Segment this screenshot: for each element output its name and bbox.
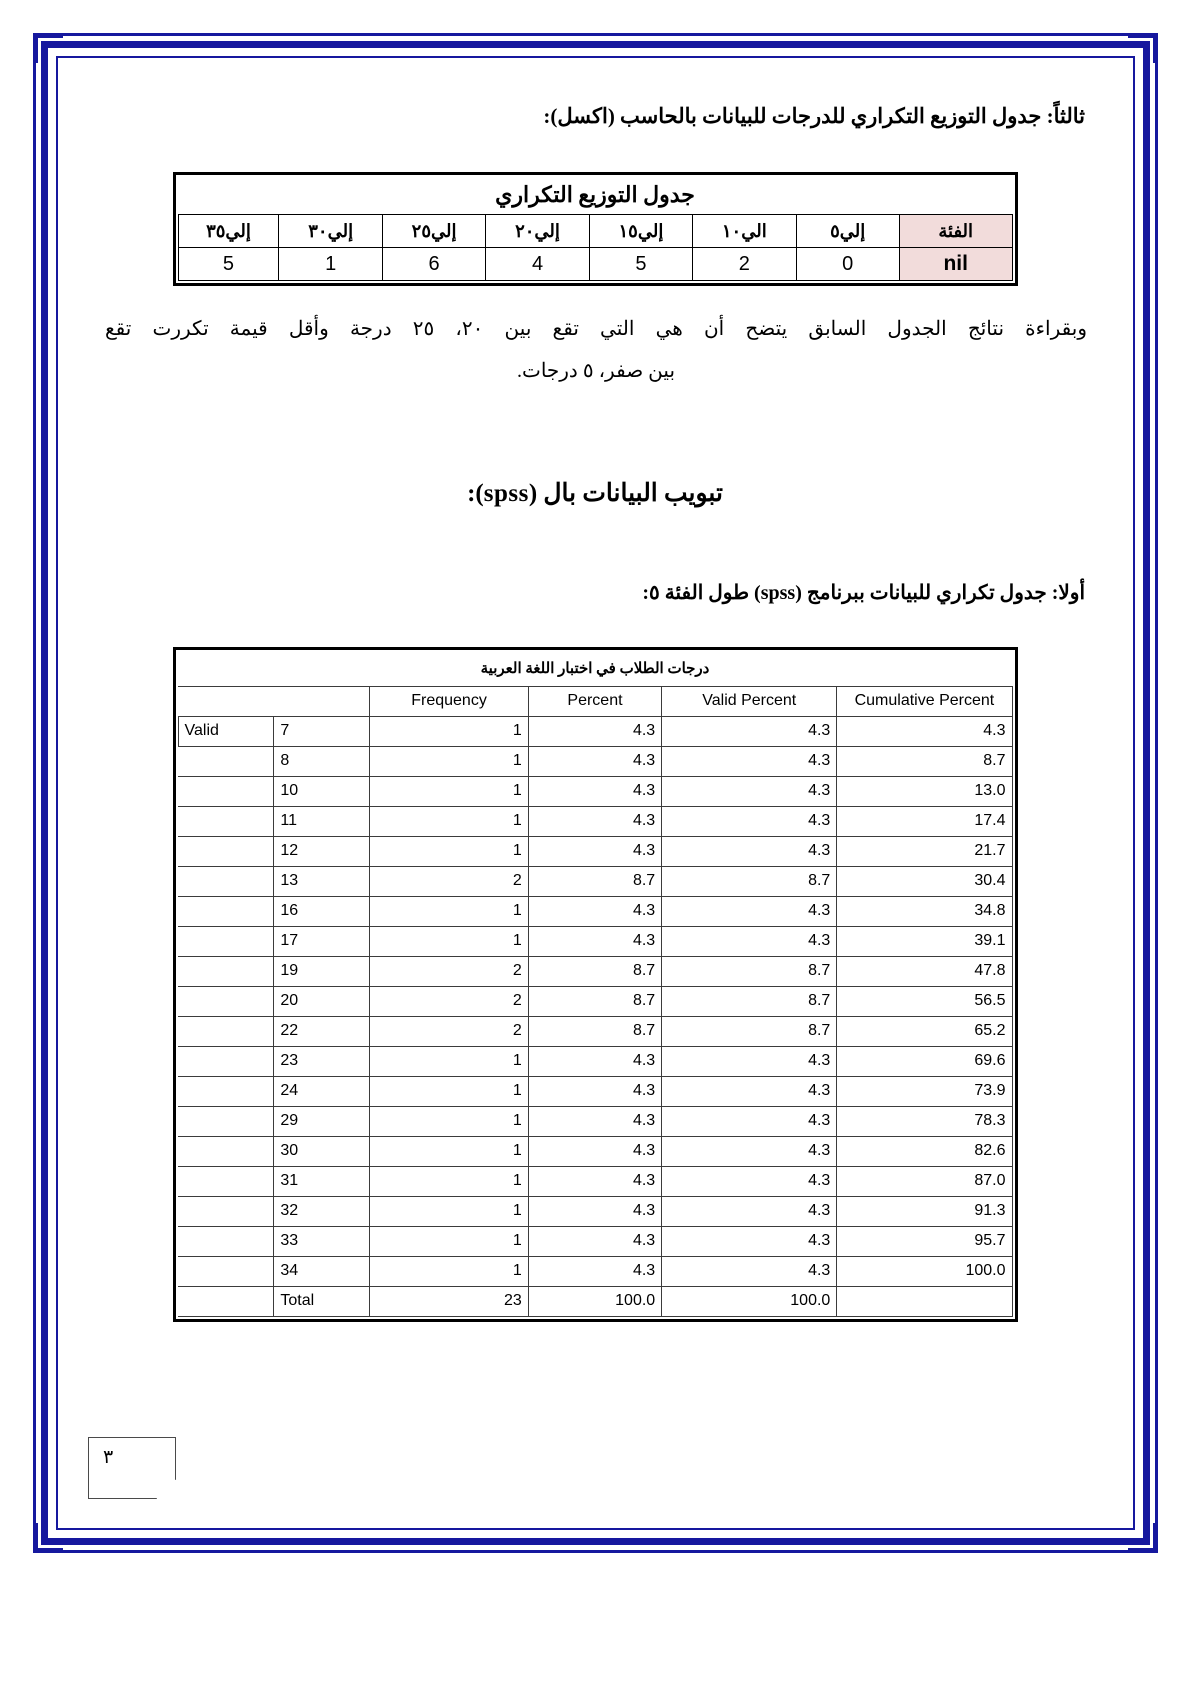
- excel-frequency-7: 5: [178, 248, 279, 281]
- spss-cell-score: 32: [274, 1196, 370, 1226]
- spss-cell-frequency: 1: [370, 1166, 528, 1196]
- border-corner-top-left: [33, 33, 63, 63]
- spss-cell-score: 33: [274, 1226, 370, 1256]
- spss-cell-percent: 4.3: [528, 806, 661, 836]
- spss-cell-valid-percent: 4.3: [662, 776, 837, 806]
- table-row: [178, 896, 1012, 926]
- spss-cell-cumulative-percent: 21.7: [837, 836, 1012, 866]
- spss-cell-frequency: 1: [370, 1046, 528, 1076]
- spss-cell-score: 34: [274, 1256, 370, 1286]
- spss-cell-valid-percent: 4.3: [662, 926, 837, 956]
- table-row: [178, 1076, 1012, 1106]
- spss-cell-cumulative-percent: 30.4: [837, 866, 1012, 896]
- spss-cell-percent: 4.3: [528, 896, 661, 926]
- spss-group-spacer: [178, 866, 274, 896]
- spss-cell-score: 11: [274, 806, 370, 836]
- spss-frequency-table: [178, 652, 1013, 1317]
- table-row: [178, 926, 1012, 956]
- spss-group-spacer: [178, 926, 274, 956]
- spss-cell-percent: 4.3: [528, 1106, 661, 1136]
- table-row: [178, 1226, 1012, 1256]
- spss-cell-score: 10: [274, 776, 370, 806]
- spss-group-label-valid: Valid: [178, 716, 274, 746]
- excel-value-nil: nil: [899, 248, 1012, 281]
- spss-cell-score: 23: [274, 1046, 370, 1076]
- excel-table-header-row: [178, 215, 1012, 248]
- page-number-tab: [88, 1437, 176, 1499]
- paragraph-line-1: وبقراءة نتائج الجدول السابق يتضح أن هي التي تقع بين ٢٠، ٢٥ درجة وأقل قيمة تكررت تقع: [105, 318, 1087, 341]
- spss-group-spacer: [178, 1136, 274, 1166]
- excel-header-bin-4: إلي٢٠: [486, 215, 589, 248]
- excel-section-heading: ثالثاً: جدول التوزيع التكراري للدرجات للبيانات بالحاسب (اكسل):: [543, 104, 1085, 128]
- spss-cell-cumulative-percent: 65.2: [837, 1016, 1012, 1046]
- excel-table-value-row: [178, 248, 1012, 281]
- table-row: [178, 836, 1012, 866]
- spss-group-spacer: [178, 1046, 274, 1076]
- spss-cell-percent: 4.3: [528, 776, 661, 806]
- table-row: [178, 1136, 1012, 1166]
- spss-cell-score: 20: [274, 986, 370, 1016]
- excel-frequency-table: [178, 177, 1013, 282]
- spss-group-spacer: [178, 956, 274, 986]
- spss-cell-valid-percent: 4.3: [662, 716, 837, 746]
- spss-cell-frequency: 1: [370, 716, 528, 746]
- border-corner-top-right: [1128, 33, 1158, 63]
- spss-cell-percent: 4.3: [528, 1136, 661, 1166]
- spss-cell-valid-percent: 4.3: [662, 1226, 837, 1256]
- page-tab-fold-icon: [156, 1479, 176, 1499]
- spss-cell-valid-percent: 8.7: [662, 986, 837, 1016]
- spss-cell-score: 31: [274, 1166, 370, 1196]
- spss-cell-valid-percent: 100.0: [662, 1286, 837, 1316]
- table-row: [178, 746, 1012, 776]
- spss-cell-frequency: 1: [370, 926, 528, 956]
- spss-group-spacer: [178, 776, 274, 806]
- spss-group-spacer: [178, 1196, 274, 1226]
- spss-cell-valid-percent: 4.3: [662, 1106, 837, 1136]
- spss-cell-cumulative-percent: 8.7: [837, 746, 1012, 776]
- spss-group-spacer: [178, 836, 274, 866]
- spss-cell-valid-percent: 4.3: [662, 1196, 837, 1226]
- table-row: [178, 1166, 1012, 1196]
- spss-cell-score: 19: [274, 956, 370, 986]
- spss-cell-score: 30: [274, 1136, 370, 1166]
- spss-cell-cumulative-percent: 73.9: [837, 1076, 1012, 1106]
- excel-header-bin-2: الي١٠: [693, 215, 796, 248]
- border-corner-bottom-right: [1128, 1523, 1158, 1553]
- spss-cell-score: 24: [274, 1076, 370, 1106]
- spss-cell-frequency: 1: [370, 1076, 528, 1106]
- spss-cell-cumulative-percent: 91.3: [837, 1196, 1012, 1226]
- spss-cell-frequency: 1: [370, 896, 528, 926]
- spss-cell-frequency: 2: [370, 1016, 528, 1046]
- spss-cell-cumulative-percent: 34.8: [837, 896, 1012, 926]
- excel-frequency-4: 4: [486, 248, 589, 281]
- table-row: [178, 956, 1012, 986]
- excel-analysis-paragraph: [105, 308, 1087, 392]
- spss-group-spacer: [178, 1166, 274, 1196]
- excel-header-bin-6: إلي٣٠: [279, 215, 382, 248]
- spss-cell-cumulative-percent: 82.6: [837, 1136, 1012, 1166]
- table-row: [178, 866, 1012, 896]
- spss-cell-score: 8: [274, 746, 370, 776]
- table-row: [178, 1106, 1012, 1136]
- spss-cell-cumulative-percent: 78.3: [837, 1106, 1012, 1136]
- spss-cell-cumulative-percent: 17.4: [837, 806, 1012, 836]
- spss-cell-score: 7: [274, 716, 370, 746]
- spss-frequency-table-container: [173, 647, 1018, 1322]
- paragraph-line-2: بين صفر، ٥ درجات.: [516, 360, 676, 383]
- spss-column-valid-percent: Valid Percent: [662, 686, 837, 716]
- spss-cell-cumulative-percent: [837, 1286, 1012, 1316]
- spss-cell-cumulative-percent: 56.5: [837, 986, 1012, 1016]
- spss-cell-percent: 4.3: [528, 1076, 661, 1106]
- spss-cell-percent: 4.3: [528, 746, 661, 776]
- spss-cell-valid-percent: 8.7: [662, 866, 837, 896]
- spss-cell-frequency: 1: [370, 776, 528, 806]
- excel-table-title-row: [178, 177, 1012, 215]
- spss-cell-cumulative-percent: 69.6: [837, 1046, 1012, 1076]
- spss-cell-cumulative-percent: 87.0: [837, 1166, 1012, 1196]
- spss-cell-valid-percent: 4.3: [662, 1136, 837, 1166]
- spss-group-spacer: [178, 1016, 274, 1046]
- spss-subheading: أولا: جدول تكراري للبيانات ببرنامج (spss) طول الفئة ٥:: [642, 582, 1085, 605]
- spss-cell-cumulative-percent: 100.0: [837, 1256, 1012, 1286]
- table-row: [178, 1286, 1012, 1316]
- excel-header-bin-1: إلي٥: [796, 215, 899, 248]
- spss-cell-valid-percent: 4.3: [662, 1166, 837, 1196]
- spss-cell-frequency: 1: [370, 1136, 528, 1166]
- spss-cell-frequency: 1: [370, 1196, 528, 1226]
- excel-frequency-1: 0: [796, 248, 899, 281]
- spss-cell-percent: 8.7: [528, 956, 661, 986]
- spss-header-corner-blank: [178, 686, 370, 716]
- spss-group-spacer: [178, 1226, 274, 1256]
- border-corner-bottom-left: [33, 1523, 63, 1553]
- spss-cell-score: Total: [274, 1286, 370, 1316]
- spss-cell-percent: 100.0: [528, 1286, 661, 1316]
- table-row: [178, 986, 1012, 1016]
- spss-table-caption: درجات الطلاب في اختبار اللغة العربية: [178, 652, 1012, 686]
- spss-cell-frequency: 2: [370, 866, 528, 896]
- spss-group-spacer: [178, 746, 274, 776]
- spss-cell-frequency: 1: [370, 746, 528, 776]
- spss-cell-frequency: 23: [370, 1286, 528, 1316]
- spss-cell-score: 12: [274, 836, 370, 866]
- spss-cell-frequency: 1: [370, 806, 528, 836]
- spss-cell-percent: 4.3: [528, 926, 661, 956]
- spss-cell-valid-percent: 4.3: [662, 896, 837, 926]
- table-row: [178, 716, 1012, 746]
- spss-cell-percent: 4.3: [528, 716, 661, 746]
- excel-header-bin-5: إلي٢٥: [382, 215, 485, 248]
- table-row: [178, 806, 1012, 836]
- spss-group-spacer: [178, 896, 274, 926]
- spss-group-spacer: [178, 1106, 274, 1136]
- spss-cell-frequency: 1: [370, 1256, 528, 1286]
- excel-frequency-5: 6: [382, 248, 485, 281]
- excel-header-bin-3: إلي١٥: [589, 215, 692, 248]
- spss-cell-score: 29: [274, 1106, 370, 1136]
- spss-column-frequency: Frequency: [370, 686, 528, 716]
- table-row: [178, 1196, 1012, 1226]
- excel-frequency-table-container: [173, 172, 1018, 287]
- spss-cell-valid-percent: 4.3: [662, 1076, 837, 1106]
- table-row: [178, 1046, 1012, 1076]
- spss-cell-percent: 4.3: [528, 1226, 661, 1256]
- spss-cell-cumulative-percent: 95.7: [837, 1226, 1012, 1256]
- table-row: [178, 776, 1012, 806]
- spss-cell-score: 13: [274, 866, 370, 896]
- spss-group-spacer: [178, 1256, 274, 1286]
- spss-cell-score: 17: [274, 926, 370, 956]
- spss-caption-row: [178, 652, 1012, 686]
- excel-table-title: جدول التوزيع التكراري: [178, 177, 1012, 215]
- spss-cell-percent: 8.7: [528, 1016, 661, 1046]
- spss-cell-valid-percent: 4.3: [662, 1046, 837, 1076]
- table-row: [178, 1256, 1012, 1286]
- spss-cell-percent: 8.7: [528, 866, 661, 896]
- spss-cell-frequency: 1: [370, 1226, 528, 1256]
- spss-cell-cumulative-percent: 39.1: [837, 926, 1012, 956]
- spss-section-title: تبويب البيانات بال (spss):: [467, 480, 723, 508]
- document-content: [95, 100, 1095, 1322]
- spss-header-row: [178, 686, 1012, 716]
- excel-frequency-6: 1: [279, 248, 382, 281]
- spss-cell-valid-percent: 8.7: [662, 956, 837, 986]
- spss-cell-frequency: 2: [370, 986, 528, 1016]
- excel-header-category: الفئة: [899, 215, 1012, 248]
- excel-frequency-2: 2: [693, 248, 796, 281]
- spss-cell-valid-percent: 4.3: [662, 806, 837, 836]
- spss-cell-score: 22: [274, 1016, 370, 1046]
- spss-group-spacer: [178, 1286, 274, 1316]
- spss-cell-valid-percent: 8.7: [662, 1016, 837, 1046]
- spss-cell-frequency: 2: [370, 956, 528, 986]
- spss-cell-cumulative-percent: 13.0: [837, 776, 1012, 806]
- spss-cell-percent: 4.3: [528, 1166, 661, 1196]
- spss-cell-score: 16: [274, 896, 370, 926]
- page-number: ٣: [103, 1447, 114, 1468]
- spss-group-spacer: [178, 806, 274, 836]
- spss-cell-frequency: 1: [370, 836, 528, 866]
- spss-cell-percent: 4.3: [528, 1046, 661, 1076]
- spss-cell-cumulative-percent: 47.8: [837, 956, 1012, 986]
- spss-cell-frequency: 1: [370, 1106, 528, 1136]
- spss-column-cumulative-percent: Cumulative Percent: [837, 686, 1012, 716]
- excel-header-bin-7: إلي٣٥: [178, 215, 279, 248]
- spss-cell-cumulative-percent: 4.3: [837, 716, 1012, 746]
- spss-cell-percent: 8.7: [528, 986, 661, 1016]
- spss-cell-percent: 4.3: [528, 1196, 661, 1226]
- spss-cell-valid-percent: 4.3: [662, 836, 837, 866]
- spss-group-spacer: [178, 1076, 274, 1106]
- spss-cell-valid-percent: 4.3: [662, 1256, 837, 1286]
- spss-cell-percent: 4.3: [528, 836, 661, 866]
- spss-cell-valid-percent: 4.3: [662, 746, 837, 776]
- excel-frequency-3: 5: [589, 248, 692, 281]
- spss-cell-percent: 4.3: [528, 1256, 661, 1286]
- spss-column-percent: Percent: [528, 686, 661, 716]
- spss-group-spacer: [178, 986, 274, 1016]
- table-row: [178, 1016, 1012, 1046]
